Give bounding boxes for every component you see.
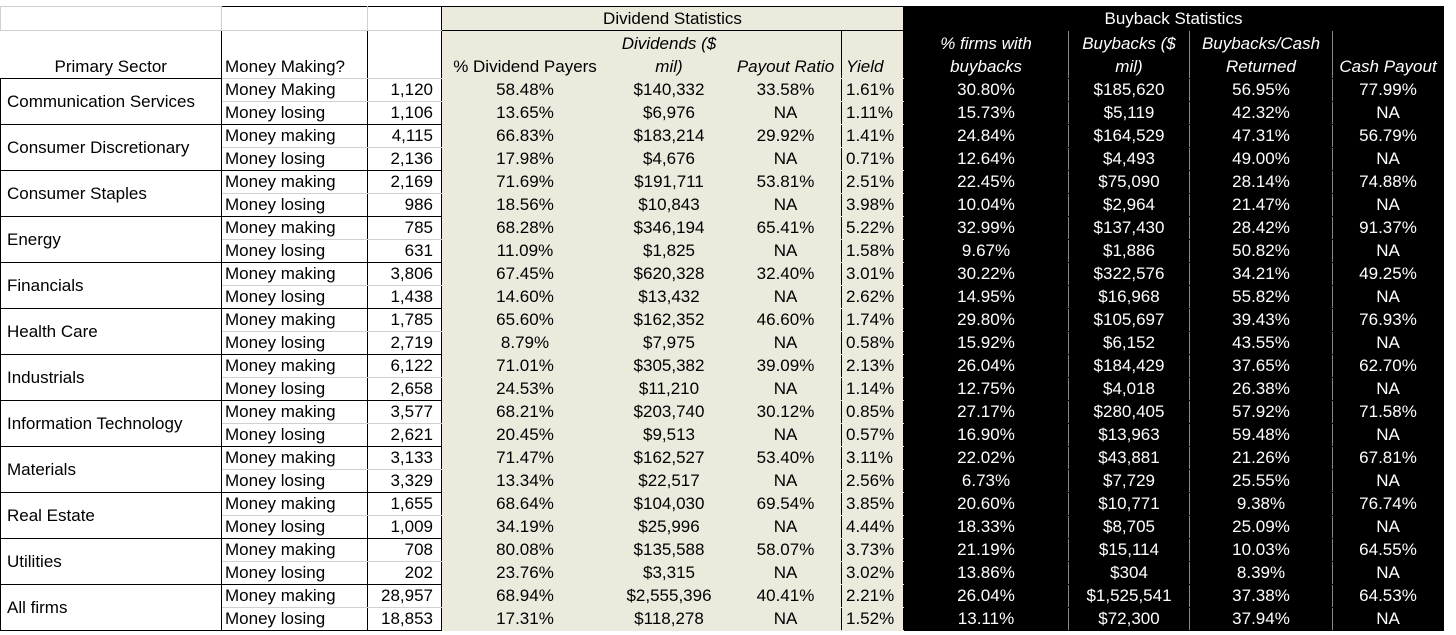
dividends-cell: $203,740 bbox=[609, 401, 730, 424]
yield-cell: 3.11% bbox=[842, 447, 904, 470]
table-body bbox=[1, 79, 1444, 631]
money-making-cell: Money losing bbox=[222, 332, 368, 355]
dividends-cell: $10,843 bbox=[609, 194, 730, 217]
buybacks-cash-returned-cell: 56.95% bbox=[1190, 79, 1333, 102]
firm-count-cell: 2,621 bbox=[368, 424, 442, 447]
dividends-cell: $620,328 bbox=[609, 263, 730, 286]
dividends-cell: $11,210 bbox=[609, 378, 730, 401]
pct-dividend-payers-cell: 58.48% bbox=[442, 79, 609, 102]
header-primary-sector: Primary Sector bbox=[1, 31, 222, 79]
payout-ratio-cell: NA bbox=[730, 332, 842, 355]
payout-ratio-cell: 53.81% bbox=[730, 171, 842, 194]
firm-count-cell: 18,853 bbox=[368, 608, 442, 631]
cash-payout-cell: 74.88% bbox=[1333, 171, 1444, 194]
firm-count-cell: 785 bbox=[368, 217, 442, 240]
header-dividends: Dividends ($ mil) bbox=[609, 31, 730, 79]
column-header-row bbox=[1, 31, 1444, 79]
pct-buybacks-cell: 13.11% bbox=[904, 608, 1069, 631]
table-row bbox=[1, 355, 1444, 378]
header-yield: Yield bbox=[842, 31, 904, 79]
cash-payout-cell: NA bbox=[1333, 194, 1444, 217]
firm-count-cell: 28,957 bbox=[368, 585, 442, 608]
cash-payout-cell: 67.81% bbox=[1333, 447, 1444, 470]
money-making-cell: Money making bbox=[222, 263, 368, 286]
pct-buybacks-cell: 6.73% bbox=[904, 470, 1069, 493]
pct-buybacks-cell: 22.45% bbox=[904, 171, 1069, 194]
payout-ratio-cell: NA bbox=[730, 286, 842, 309]
firm-count-cell: 202 bbox=[368, 562, 442, 585]
cash-payout-cell: NA bbox=[1333, 286, 1444, 309]
payout-ratio-cell: NA bbox=[730, 562, 842, 585]
pct-dividend-payers-cell: 68.28% bbox=[442, 217, 609, 240]
buybacks-cell: $280,405 bbox=[1069, 401, 1190, 424]
dividends-cell: $1,825 bbox=[609, 240, 730, 263]
buybacks-cell: $137,430 bbox=[1069, 217, 1190, 240]
dividends-cell: $305,382 bbox=[609, 355, 730, 378]
pct-dividend-payers-cell: 71.69% bbox=[442, 171, 609, 194]
yield-cell: 1.11% bbox=[842, 102, 904, 125]
buybacks-cell: $164,529 bbox=[1069, 125, 1190, 148]
buybacks-cash-returned-cell: 10.03% bbox=[1190, 539, 1333, 562]
payout-ratio-cell: NA bbox=[730, 240, 842, 263]
buybacks-cash-returned-cell: 37.65% bbox=[1190, 355, 1333, 378]
yield-cell: 1.41% bbox=[842, 125, 904, 148]
pct-buybacks-cell: 29.80% bbox=[904, 309, 1069, 332]
buybacks-cash-returned-cell: 55.82% bbox=[1190, 286, 1333, 309]
payout-ratio-cell: NA bbox=[730, 424, 842, 447]
payout-ratio-cell: NA bbox=[730, 102, 842, 125]
buybacks-cash-returned-cell: 42.32% bbox=[1190, 102, 1333, 125]
firm-count-cell: 1,009 bbox=[368, 516, 442, 539]
table-row bbox=[1, 585, 1444, 608]
cash-payout-cell: NA bbox=[1333, 516, 1444, 539]
buybacks-cash-returned-cell: 34.21% bbox=[1190, 263, 1333, 286]
dividends-cell: $9,513 bbox=[609, 424, 730, 447]
money-making-cell: Money losing bbox=[222, 562, 368, 585]
firm-count-cell: 1,120 bbox=[368, 79, 442, 102]
payout-ratio-cell: 33.58% bbox=[730, 79, 842, 102]
firm-count-cell: 2,169 bbox=[368, 171, 442, 194]
header-money-making: Money Making? bbox=[222, 31, 368, 79]
cash-payout-cell: 64.55% bbox=[1333, 539, 1444, 562]
dividends-cell: $162,527 bbox=[609, 447, 730, 470]
sector-name-cell: Real Estate bbox=[1, 493, 222, 539]
pct-buybacks-cell: 26.04% bbox=[904, 355, 1069, 378]
payout-ratio-cell: 30.12% bbox=[730, 401, 842, 424]
dividends-cell: $3,315 bbox=[609, 562, 730, 585]
header-buybacks-cash-returned: Buybacks/Cash Returned bbox=[1190, 31, 1333, 79]
pct-dividend-payers-cell: 17.98% bbox=[442, 148, 609, 171]
dividends-cell: $183,214 bbox=[609, 125, 730, 148]
buybacks-cell: $10,771 bbox=[1069, 493, 1190, 516]
pct-dividend-payers-cell: 66.83% bbox=[442, 125, 609, 148]
pct-buybacks-cell: 14.95% bbox=[904, 286, 1069, 309]
blank-cell bbox=[222, 7, 368, 31]
sector-payout-table bbox=[0, 6, 1444, 631]
yield-cell: 0.71% bbox=[842, 148, 904, 171]
buybacks-cell: $6,152 bbox=[1069, 332, 1190, 355]
buybacks-cell: $2,964 bbox=[1069, 194, 1190, 217]
cash-payout-cell: 49.25% bbox=[1333, 263, 1444, 286]
payout-ratio-cell: 39.09% bbox=[730, 355, 842, 378]
buybacks-cell: $72,300 bbox=[1069, 608, 1190, 631]
pct-buybacks-cell: 27.17% bbox=[904, 401, 1069, 424]
cash-payout-cell: 77.99% bbox=[1333, 79, 1444, 102]
buybacks-cash-returned-cell: 39.43% bbox=[1190, 309, 1333, 332]
pct-buybacks-cell: 24.84% bbox=[904, 125, 1069, 148]
payout-ratio-cell: NA bbox=[730, 194, 842, 217]
payout-ratio-cell: 46.60% bbox=[730, 309, 842, 332]
cash-payout-cell: NA bbox=[1333, 378, 1444, 401]
firm-count-cell: 1,785 bbox=[368, 309, 442, 332]
sector-name-cell: Energy bbox=[1, 217, 222, 263]
dividends-cell: $4,676 bbox=[609, 148, 730, 171]
dividends-cell: $162,352 bbox=[609, 309, 730, 332]
money-making-cell: Money making bbox=[222, 539, 368, 562]
dividends-cell: $135,588 bbox=[609, 539, 730, 562]
money-making-cell: Money Making bbox=[222, 79, 368, 102]
pct-buybacks-cell: 13.86% bbox=[904, 562, 1069, 585]
payout-ratio-cell: 32.40% bbox=[730, 263, 842, 286]
payout-ratio-cell: 40.41% bbox=[730, 585, 842, 608]
firm-count-cell: 2,658 bbox=[368, 378, 442, 401]
yield-cell: 2.13% bbox=[842, 355, 904, 378]
money-making-cell: Money making bbox=[222, 401, 368, 424]
cash-payout-cell: 76.93% bbox=[1333, 309, 1444, 332]
table-row bbox=[1, 309, 1444, 332]
pct-buybacks-cell: 32.99% bbox=[904, 217, 1069, 240]
dividends-cell: $118,278 bbox=[609, 608, 730, 631]
yield-cell: 0.57% bbox=[842, 424, 904, 447]
cash-payout-cell: 71.58% bbox=[1333, 401, 1444, 424]
pct-dividend-payers-cell: 68.21% bbox=[442, 401, 609, 424]
pct-dividend-payers-cell: 65.60% bbox=[442, 309, 609, 332]
table-row bbox=[1, 447, 1444, 470]
pct-buybacks-cell: 10.04% bbox=[904, 194, 1069, 217]
cash-payout-cell: 64.53% bbox=[1333, 585, 1444, 608]
money-making-cell: Money losing bbox=[222, 516, 368, 539]
dividend-statistics-header: Dividend Statistics bbox=[442, 7, 904, 31]
firm-count-cell: 986 bbox=[368, 194, 442, 217]
cash-payout-cell: NA bbox=[1333, 148, 1444, 171]
money-making-cell: Money losing bbox=[222, 286, 368, 309]
pct-dividend-payers-cell: 80.08% bbox=[442, 539, 609, 562]
dividends-cell: $140,332 bbox=[609, 79, 730, 102]
sector-name-cell: Materials bbox=[1, 447, 222, 493]
pct-dividend-payers-cell: 18.56% bbox=[442, 194, 609, 217]
buybacks-cell: $184,429 bbox=[1069, 355, 1190, 378]
buybacks-cell: $105,697 bbox=[1069, 309, 1190, 332]
buybacks-cash-returned-cell: 37.38% bbox=[1190, 585, 1333, 608]
payout-ratio-cell: NA bbox=[730, 148, 842, 171]
buybacks-cell: $304 bbox=[1069, 562, 1190, 585]
buyback-statistics-header: Buyback Statistics bbox=[904, 7, 1444, 31]
cash-payout-cell: NA bbox=[1333, 102, 1444, 125]
blank-cell bbox=[368, 7, 442, 31]
pct-buybacks-cell: 22.02% bbox=[904, 447, 1069, 470]
buybacks-cell: $185,620 bbox=[1069, 79, 1190, 102]
dividends-cell: $7,975 bbox=[609, 332, 730, 355]
firm-count-cell: 3,329 bbox=[368, 470, 442, 493]
money-making-cell: Money making bbox=[222, 171, 368, 194]
firm-count-cell: 1,655 bbox=[368, 493, 442, 516]
buybacks-cell: $15,114 bbox=[1069, 539, 1190, 562]
sector-name-cell: Communication Services bbox=[1, 79, 222, 125]
sector-name-cell: Consumer Staples bbox=[1, 171, 222, 217]
cash-payout-cell: NA bbox=[1333, 470, 1444, 493]
firm-count-cell: 708 bbox=[368, 539, 442, 562]
buybacks-cell: $43,881 bbox=[1069, 447, 1190, 470]
firm-count-cell: 2,136 bbox=[368, 148, 442, 171]
payout-ratio-cell: 69.54% bbox=[730, 493, 842, 516]
header-count bbox=[368, 31, 442, 79]
pct-dividend-payers-cell: 71.01% bbox=[442, 355, 609, 378]
pct-buybacks-cell: 30.22% bbox=[904, 263, 1069, 286]
payout-ratio-cell: NA bbox=[730, 470, 842, 493]
money-making-cell: Money losing bbox=[222, 608, 368, 631]
payout-ratio-cell: 53.40% bbox=[730, 447, 842, 470]
pct-buybacks-cell: 30.80% bbox=[904, 79, 1069, 102]
buybacks-cell: $4,493 bbox=[1069, 148, 1190, 171]
buybacks-cash-returned-cell: 57.92% bbox=[1190, 401, 1333, 424]
buybacks-cell: $322,576 bbox=[1069, 263, 1190, 286]
header-buybacks: Buybacks ($ mil) bbox=[1069, 31, 1190, 79]
buybacks-cash-returned-cell: 8.39% bbox=[1190, 562, 1333, 585]
yield-cell: 1.14% bbox=[842, 378, 904, 401]
table-row bbox=[1, 171, 1444, 194]
firm-count-cell: 631 bbox=[368, 240, 442, 263]
firm-count-cell: 3,806 bbox=[368, 263, 442, 286]
dividends-cell: $191,711 bbox=[609, 171, 730, 194]
buybacks-cell: $75,090 bbox=[1069, 171, 1190, 194]
pct-buybacks-cell: 9.67% bbox=[904, 240, 1069, 263]
header-pct-buybacks: % firms with buybacks bbox=[904, 31, 1069, 79]
buybacks-cell: $8,705 bbox=[1069, 516, 1190, 539]
buybacks-cell: $1,525,541 bbox=[1069, 585, 1190, 608]
buybacks-cash-returned-cell: 50.82% bbox=[1190, 240, 1333, 263]
cash-payout-cell: 91.37% bbox=[1333, 217, 1444, 240]
yield-cell: 5.22% bbox=[842, 217, 904, 240]
money-making-cell: Money losing bbox=[222, 470, 368, 493]
pct-dividend-payers-cell: 17.31% bbox=[442, 608, 609, 631]
sector-name-cell: All firms bbox=[1, 585, 222, 631]
money-making-cell: Money losing bbox=[222, 194, 368, 217]
pct-dividend-payers-cell: 68.64% bbox=[442, 493, 609, 516]
payout-ratio-cell: 65.41% bbox=[730, 217, 842, 240]
buybacks-cell: $1,886 bbox=[1069, 240, 1190, 263]
yield-cell: 2.51% bbox=[842, 171, 904, 194]
buybacks-cash-returned-cell: 21.26% bbox=[1190, 447, 1333, 470]
yield-cell: 3.98% bbox=[842, 194, 904, 217]
pct-buybacks-cell: 12.64% bbox=[904, 148, 1069, 171]
buybacks-cash-returned-cell: 25.55% bbox=[1190, 470, 1333, 493]
buybacks-cell: $5,119 bbox=[1069, 102, 1190, 125]
payout-ratio-cell: NA bbox=[730, 378, 842, 401]
buybacks-cell: $16,968 bbox=[1069, 286, 1190, 309]
cash-payout-cell: NA bbox=[1333, 608, 1444, 631]
buybacks-cash-returned-cell: 26.38% bbox=[1190, 378, 1333, 401]
cash-payout-cell: 76.74% bbox=[1333, 493, 1444, 516]
pct-dividend-payers-cell: 8.79% bbox=[442, 332, 609, 355]
dividends-cell: $6,976 bbox=[609, 102, 730, 125]
buybacks-cash-returned-cell: 59.48% bbox=[1190, 424, 1333, 447]
firm-count-cell: 3,577 bbox=[368, 401, 442, 424]
firm-count-cell: 1,438 bbox=[368, 286, 442, 309]
money-making-cell: Money making bbox=[222, 493, 368, 516]
header-pct-dividend-payers: % Dividend Payers bbox=[442, 31, 609, 79]
dividends-cell: $2,555,396 bbox=[609, 585, 730, 608]
table-row bbox=[1, 401, 1444, 424]
cash-payout-cell: NA bbox=[1333, 424, 1444, 447]
pct-buybacks-cell: 16.90% bbox=[904, 424, 1069, 447]
pct-buybacks-cell: 15.92% bbox=[904, 332, 1069, 355]
sector-name-cell: Utilities bbox=[1, 539, 222, 585]
money-making-cell: Money losing bbox=[222, 424, 368, 447]
buybacks-cash-returned-cell: 28.14% bbox=[1190, 171, 1333, 194]
firm-count-cell: 6,122 bbox=[368, 355, 442, 378]
pct-buybacks-cell: 18.33% bbox=[904, 516, 1069, 539]
sector-name-cell: Information Technology bbox=[1, 401, 222, 447]
dividends-cell: $25,996 bbox=[609, 516, 730, 539]
buybacks-cash-returned-cell: 28.42% bbox=[1190, 217, 1333, 240]
yield-cell: 2.21% bbox=[842, 585, 904, 608]
dividends-cell: $346,194 bbox=[609, 217, 730, 240]
buybacks-cash-returned-cell: 43.55% bbox=[1190, 332, 1333, 355]
money-making-cell: Money losing bbox=[222, 148, 368, 171]
pct-buybacks-cell: 26.04% bbox=[904, 585, 1069, 608]
money-making-cell: Money losing bbox=[222, 240, 368, 263]
pct-buybacks-cell: 12.75% bbox=[904, 378, 1069, 401]
payout-ratio-cell: 58.07% bbox=[730, 539, 842, 562]
yield-cell: 3.01% bbox=[842, 263, 904, 286]
dividends-cell: $13,432 bbox=[609, 286, 730, 309]
buybacks-cell: $13,963 bbox=[1069, 424, 1190, 447]
buybacks-cash-returned-cell: 37.94% bbox=[1190, 608, 1333, 631]
money-making-cell: Money making bbox=[222, 585, 368, 608]
pct-dividend-payers-cell: 68.94% bbox=[442, 585, 609, 608]
pct-dividend-payers-cell: 13.65% bbox=[442, 102, 609, 125]
sector-name-cell: Consumer Discretionary bbox=[1, 125, 222, 171]
pct-dividend-payers-cell: 34.19% bbox=[442, 516, 609, 539]
pct-buybacks-cell: 21.19% bbox=[904, 539, 1069, 562]
buybacks-cell: $4,018 bbox=[1069, 378, 1190, 401]
yield-cell: 1.74% bbox=[842, 309, 904, 332]
pct-dividend-payers-cell: 24.53% bbox=[442, 378, 609, 401]
cash-payout-cell: NA bbox=[1333, 562, 1444, 585]
buybacks-cash-returned-cell: 47.31% bbox=[1190, 125, 1333, 148]
payout-ratio-cell: NA bbox=[730, 516, 842, 539]
blank-cell bbox=[1, 7, 222, 31]
firm-count-cell: 3,133 bbox=[368, 447, 442, 470]
yield-cell: 3.02% bbox=[842, 562, 904, 585]
cash-payout-cell: 56.79% bbox=[1333, 125, 1444, 148]
yield-cell: 4.44% bbox=[842, 516, 904, 539]
buybacks-cash-returned-cell: 49.00% bbox=[1190, 148, 1333, 171]
header-cash-payout: Cash Payout bbox=[1333, 31, 1444, 79]
table-row bbox=[1, 125, 1444, 148]
table-row bbox=[1, 493, 1444, 516]
firm-count-cell: 1,106 bbox=[368, 102, 442, 125]
yield-cell: 2.62% bbox=[842, 286, 904, 309]
dividends-cell: $104,030 bbox=[609, 493, 730, 516]
pct-buybacks-cell: 20.60% bbox=[904, 493, 1069, 516]
pct-buybacks-cell: 15.73% bbox=[904, 102, 1069, 125]
pct-dividend-payers-cell: 14.60% bbox=[442, 286, 609, 309]
firm-count-cell: 4,115 bbox=[368, 125, 442, 148]
yield-cell: 1.61% bbox=[842, 79, 904, 102]
money-making-cell: Money making bbox=[222, 355, 368, 378]
money-making-cell: Money making bbox=[222, 309, 368, 332]
yield-cell: 3.85% bbox=[842, 493, 904, 516]
buybacks-cash-returned-cell: 25.09% bbox=[1190, 516, 1333, 539]
money-making-cell: Money making bbox=[222, 447, 368, 470]
yield-cell: 1.58% bbox=[842, 240, 904, 263]
money-making-cell: Money making bbox=[222, 217, 368, 240]
payout-ratio-cell: 29.92% bbox=[730, 125, 842, 148]
buybacks-cash-returned-cell: 9.38% bbox=[1190, 493, 1333, 516]
money-making-cell: Money losing bbox=[222, 102, 368, 125]
payout-ratio-cell: NA bbox=[730, 608, 842, 631]
sector-name-cell: Industrials bbox=[1, 355, 222, 401]
table-row bbox=[1, 263, 1444, 286]
yield-cell: 0.58% bbox=[842, 332, 904, 355]
firm-count-cell: 2,719 bbox=[368, 332, 442, 355]
cash-payout-cell: NA bbox=[1333, 332, 1444, 355]
money-making-cell: Money making bbox=[222, 125, 368, 148]
pct-dividend-payers-cell: 23.76% bbox=[442, 562, 609, 585]
dividends-cell: $22,517 bbox=[609, 470, 730, 493]
money-making-cell: Money losing bbox=[222, 378, 368, 401]
group-header-row bbox=[1, 7, 1444, 31]
table-row bbox=[1, 79, 1444, 102]
yield-cell: 2.56% bbox=[842, 470, 904, 493]
buybacks-cash-returned-cell: 21.47% bbox=[1190, 194, 1333, 217]
pct-dividend-payers-cell: 20.45% bbox=[442, 424, 609, 447]
sector-name-cell: Financials bbox=[1, 263, 222, 309]
pct-dividend-payers-cell: 13.34% bbox=[442, 470, 609, 493]
sector-name-cell: Health Care bbox=[1, 309, 222, 355]
table-row bbox=[1, 217, 1444, 240]
yield-cell: 3.73% bbox=[842, 539, 904, 562]
header-payout-ratio: Payout Ratio bbox=[730, 31, 842, 79]
pct-dividend-payers-cell: 67.45% bbox=[442, 263, 609, 286]
pct-dividend-payers-cell: 11.09% bbox=[442, 240, 609, 263]
pct-dividend-payers-cell: 71.47% bbox=[442, 447, 609, 470]
buybacks-cell: $7,729 bbox=[1069, 470, 1190, 493]
yield-cell: 0.85% bbox=[842, 401, 904, 424]
cash-payout-cell: 62.70% bbox=[1333, 355, 1444, 378]
table-row bbox=[1, 539, 1444, 562]
cash-payout-cell: NA bbox=[1333, 240, 1444, 263]
yield-cell: 1.52% bbox=[842, 608, 904, 631]
